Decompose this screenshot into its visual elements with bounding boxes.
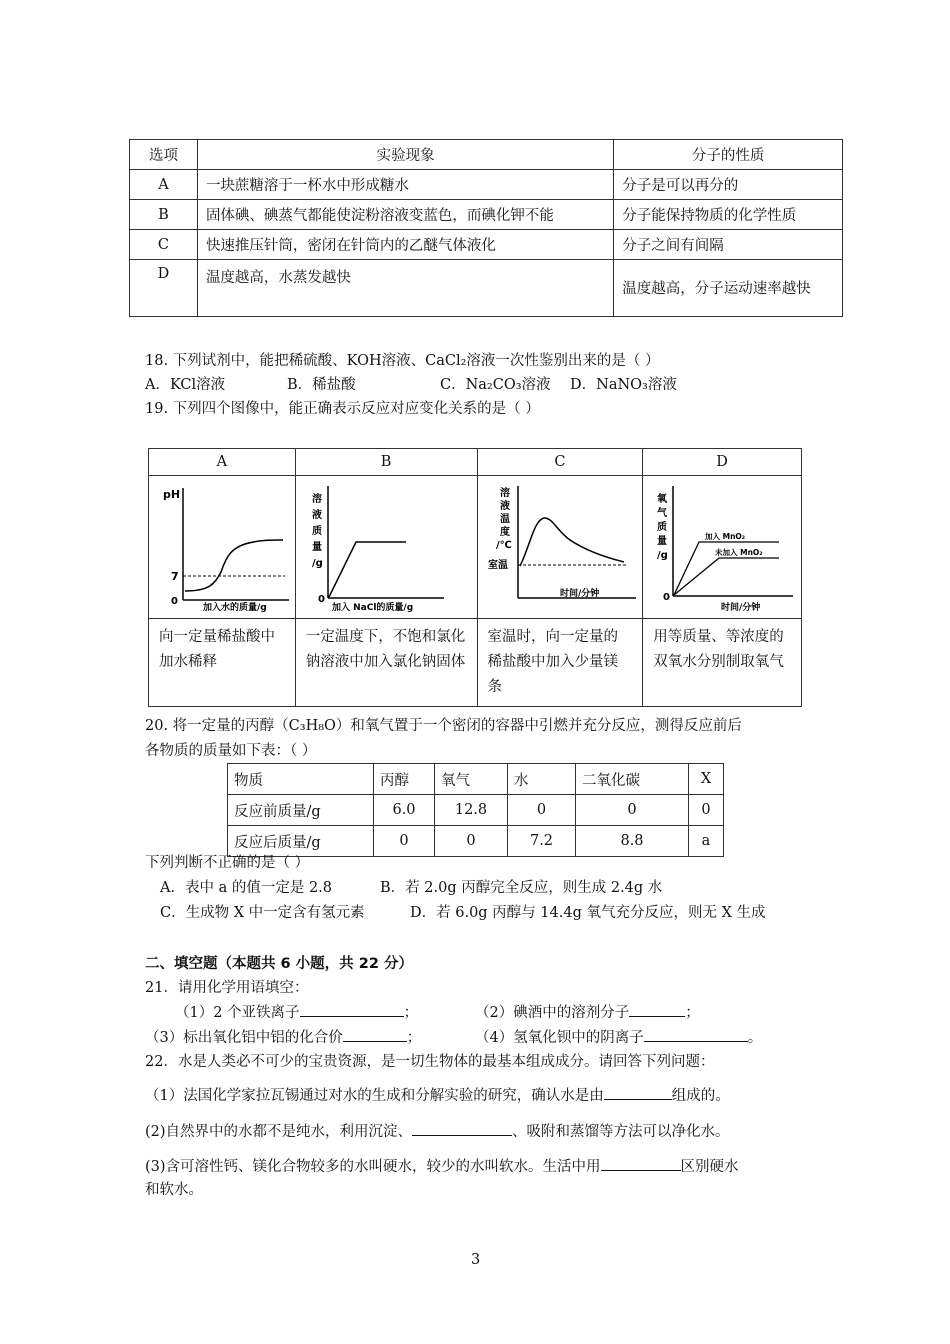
graph-b-xlabel: 加入 NaCl的质量/g bbox=[331, 603, 413, 613]
graph-b-ylabel-1: 溶 bbox=[311, 494, 322, 505]
row-option: B bbox=[130, 200, 198, 230]
q20-line2: 各物质的质量如下表：（ ） bbox=[145, 743, 317, 759]
q21-end: 。 bbox=[747, 1030, 763, 1046]
answer-blank[interactable] bbox=[644, 1027, 748, 1042]
row-property: 分子是可以再分的 bbox=[614, 170, 843, 200]
q21-part1 bbox=[175, 1002, 418, 1023]
graph-d-ylabel-5: /g bbox=[657, 550, 669, 561]
header-propanol: 丙醇 bbox=[374, 764, 435, 795]
q19-graph-table bbox=[148, 448, 802, 707]
graph-d-ylabel-3: 质 bbox=[657, 522, 668, 533]
graph-label-d: D bbox=[643, 449, 802, 476]
graph-d-cell bbox=[643, 476, 802, 619]
answer-blank[interactable] bbox=[343, 1027, 407, 1042]
header-co2: 二氧化碳 bbox=[576, 764, 689, 795]
graph-d-line-without-mno2 bbox=[674, 558, 779, 595]
row-label: 反应前质量/g bbox=[228, 795, 374, 826]
row-phenomenon: 固体碘、碘蒸气都能使淀粉溶液变蓝色，而碘化钾不能 bbox=[197, 200, 613, 230]
caption-c: 室温时，向一定量的稀盐酸中加入少量镁条 bbox=[477, 619, 643, 707]
q21-part2 bbox=[475, 1002, 700, 1023]
graph-b-ylabel-2: 液 bbox=[311, 510, 322, 521]
answer-blank[interactable] bbox=[300, 1002, 404, 1017]
graph-a-curve bbox=[185, 540, 283, 591]
graph-a-cell bbox=[149, 476, 296, 619]
header-x: X bbox=[689, 764, 724, 795]
row-property: 分子能保持物质的化学性质 bbox=[614, 200, 843, 230]
q21-part3-text: （3）标出氧化铝中铝的化合价 bbox=[145, 1030, 343, 1046]
q22-part1-text: （1）法国化学家拉瓦锡通过对水的生成和分解实验的研究，确认水是由 bbox=[145, 1088, 604, 1104]
graph-c-ylabel-4: 度 bbox=[499, 527, 510, 538]
q21-part4 bbox=[475, 1027, 762, 1048]
graph-d-ylabel-2: 气 bbox=[657, 508, 668, 519]
graph-c-cell bbox=[477, 476, 643, 619]
q22-part2-end: 、吸附和蒸馏等方法可以净化水。 bbox=[512, 1124, 730, 1140]
graph-c bbox=[478, 476, 642, 614]
graph-a-ylabel: pH bbox=[163, 488, 181, 501]
answer-blank[interactable] bbox=[601, 1156, 681, 1171]
graph-d-line1-label: 加入 MnO₂ bbox=[705, 532, 746, 541]
graph-b-ylabel-5: /g bbox=[311, 558, 323, 569]
graph-a-origin: 0 bbox=[171, 596, 178, 607]
q20-option-c: C．生成物 X 中一定含有氢元素 bbox=[160, 905, 365, 921]
q22-stem: 22．水是人类必不可少的宝贵资源，是一切生物体的最基本组成成分。请回答下列问题： bbox=[145, 1054, 715, 1070]
section-title: 二、填空题（本题共 6 小题，共 22 分） bbox=[145, 956, 413, 972]
table-row bbox=[228, 795, 724, 826]
graph-d-line2-label: 未加入 MnO₂ bbox=[715, 548, 763, 557]
q20-option-a: A．表中 a 的值一定是 2.8 bbox=[160, 880, 333, 896]
header-phenomenon: 实验现象 bbox=[197, 140, 613, 170]
row-property: 温度越高，分子运动速率越快 bbox=[614, 260, 843, 317]
graph-b-ylabel-3: 质 bbox=[311, 526, 322, 537]
answer-blank[interactable] bbox=[604, 1085, 672, 1100]
table-header-row bbox=[130, 140, 843, 170]
row-option: A bbox=[130, 170, 198, 200]
graph-d bbox=[643, 476, 800, 614]
cell-value: 6.0 bbox=[374, 795, 435, 826]
table-molecule-properties bbox=[129, 139, 843, 317]
answer-blank[interactable] bbox=[412, 1121, 512, 1136]
graph-a-xlabel: 加入水的质量/g bbox=[203, 603, 267, 613]
answer-blank[interactable] bbox=[629, 1002, 685, 1017]
graph-c-curve bbox=[520, 518, 624, 566]
graph-b-line bbox=[329, 542, 406, 597]
cell-value: 0 bbox=[435, 826, 508, 857]
row-phenomenon: 温度越高，水蒸发越快 bbox=[197, 260, 613, 317]
q22-part3-mid: 区别硬水 bbox=[680, 1159, 739, 1175]
q18-option-b: B．稀盐酸 bbox=[287, 377, 356, 393]
q21-sep: ； bbox=[406, 1030, 422, 1046]
q22-part3 bbox=[145, 1156, 739, 1177]
cell-value: 0 bbox=[374, 826, 435, 857]
cell-value: 8.8 bbox=[576, 826, 689, 857]
graph-c-xlabel: 时间/分钟 bbox=[559, 589, 599, 599]
q20-line1: 20. 将一定量的丙醇（C₃H₈O）和氧气置于一个密闭的容器中引燃并充分反应，测得反应前后 bbox=[145, 718, 742, 734]
graph-a bbox=[149, 476, 294, 614]
header-option: 选项 bbox=[130, 140, 198, 170]
cell-value: 0 bbox=[508, 795, 576, 826]
q20-option-b: B．若 2.0g 丙醇完全反应，则生成 2.4g 水 bbox=[380, 880, 663, 896]
table-row bbox=[228, 826, 724, 857]
graph-c-ylabel-1: 溶 bbox=[499, 488, 510, 499]
graph-b-ylabel-4: 量 bbox=[311, 542, 322, 553]
row-property: 分子之间有间隔 bbox=[614, 230, 843, 260]
q22-part2-text: (2)自然界中的水都不是纯水，利用沉淀、 bbox=[145, 1124, 413, 1140]
graph-d-origin: 0 bbox=[663, 592, 671, 603]
row-phenomenon: 一块蔗糖溶于一杯水中形成糖水 bbox=[197, 170, 613, 200]
cell-value: 7.2 bbox=[508, 826, 576, 857]
q20-option-d: D．若 6.0g 丙醇与 14.4g 氧气充分反应，则无 X 生成 bbox=[410, 905, 766, 921]
row-phenomenon: 快速推压针筒，密闭在针筒内的乙醚气体液化 bbox=[197, 230, 613, 260]
q18-option-c: C．Na₂CO₃溶液 bbox=[440, 377, 551, 393]
q22-part2 bbox=[145, 1121, 730, 1142]
graph-c-room-label: 室温 bbox=[487, 560, 508, 571]
cell-value: 12.8 bbox=[435, 795, 508, 826]
cell-value: 0 bbox=[689, 795, 724, 826]
graph-label-c: C bbox=[477, 449, 643, 476]
graph-d-ylabel-1: 氧 bbox=[657, 494, 668, 505]
q18-option-a: A．KCl溶液 bbox=[145, 377, 226, 393]
table-row bbox=[130, 260, 843, 317]
graph-label-b: B bbox=[295, 449, 477, 476]
q20-mass-table bbox=[227, 763, 724, 857]
row-option: C bbox=[130, 230, 198, 260]
row-label: 反应后质量/g bbox=[228, 826, 374, 857]
q18-stem: 18. 下列试剂中，能把稀硫酸、KOH溶液、CaCl₂溶液一次性鉴别出来的是（ ） bbox=[145, 353, 660, 369]
q22-part3-cont: 和软水。 bbox=[145, 1182, 203, 1198]
cell-value: a bbox=[689, 826, 724, 857]
q21-part1-text: （1）2 个亚铁离子 bbox=[175, 1005, 300, 1021]
graph-c-ylabel-5: /℃ bbox=[495, 540, 512, 551]
graph-caption-row bbox=[149, 619, 802, 707]
q21-sep: ； bbox=[403, 1005, 419, 1021]
q21-part2-text: （2）碘酒中的溶剂分子 bbox=[475, 1005, 630, 1021]
row-option: D bbox=[130, 260, 198, 317]
graph-b bbox=[296, 476, 476, 614]
page-number: 3 bbox=[471, 1252, 481, 1268]
table-header-row bbox=[228, 764, 724, 795]
table-row bbox=[130, 170, 843, 200]
q21-part4-text: （4）氢氧化钡中的阴离子 bbox=[475, 1030, 644, 1046]
table-row bbox=[130, 200, 843, 230]
table-row bbox=[130, 230, 843, 260]
q21-sep: ； bbox=[685, 1005, 700, 1021]
graph-b-origin: 0 bbox=[317, 594, 325, 605]
q22-part1-end: 组成的。 bbox=[671, 1088, 730, 1104]
graph-d-ylabel-4: 量 bbox=[657, 536, 668, 547]
q21-stem: 21．请用化学用语填空： bbox=[145, 980, 309, 996]
graph-label-a: A bbox=[149, 449, 296, 476]
cell-value: 0 bbox=[576, 795, 689, 826]
q22-part3-text: (3)含可溶性钙、镁化合物较多的水叫硬水，较少的水叫软水。生活中用 bbox=[145, 1159, 601, 1175]
graph-row bbox=[149, 476, 802, 619]
caption-a: 向一定量稀盐酸中加水稀释 bbox=[149, 619, 296, 707]
q18-option-d: D．NaNO₃溶液 bbox=[570, 377, 677, 393]
q20-judge: 下列判断不正确的是（ ） bbox=[145, 855, 310, 871]
caption-d: 用等质量、等浓度的双氧水分别制取氧气 bbox=[643, 619, 802, 707]
header-water: 水 bbox=[508, 764, 576, 795]
graph-c-ylabel-2: 液 bbox=[499, 501, 510, 512]
header-oxygen: 氧气 bbox=[435, 764, 508, 795]
header-substance: 物质 bbox=[228, 764, 374, 795]
caption-b: 一定温度下，不饱和氯化钠溶液中加入氯化钠固体 bbox=[295, 619, 477, 707]
q19-stem: 19. 下列四个图像中，能正确表示反应对应变化关系的是（ ） bbox=[145, 401, 540, 417]
graph-b-cell bbox=[295, 476, 477, 619]
q22-part1 bbox=[145, 1085, 730, 1106]
header-property: 分子的性质 bbox=[614, 140, 843, 170]
graph-c-ylabel-3: 温 bbox=[499, 514, 510, 525]
graph-d-xlabel: 时间/分钟 bbox=[721, 603, 761, 613]
graph-header-row bbox=[149, 449, 802, 476]
q21-part3 bbox=[145, 1027, 421, 1048]
graph-a-level-label: 7 bbox=[171, 570, 179, 583]
